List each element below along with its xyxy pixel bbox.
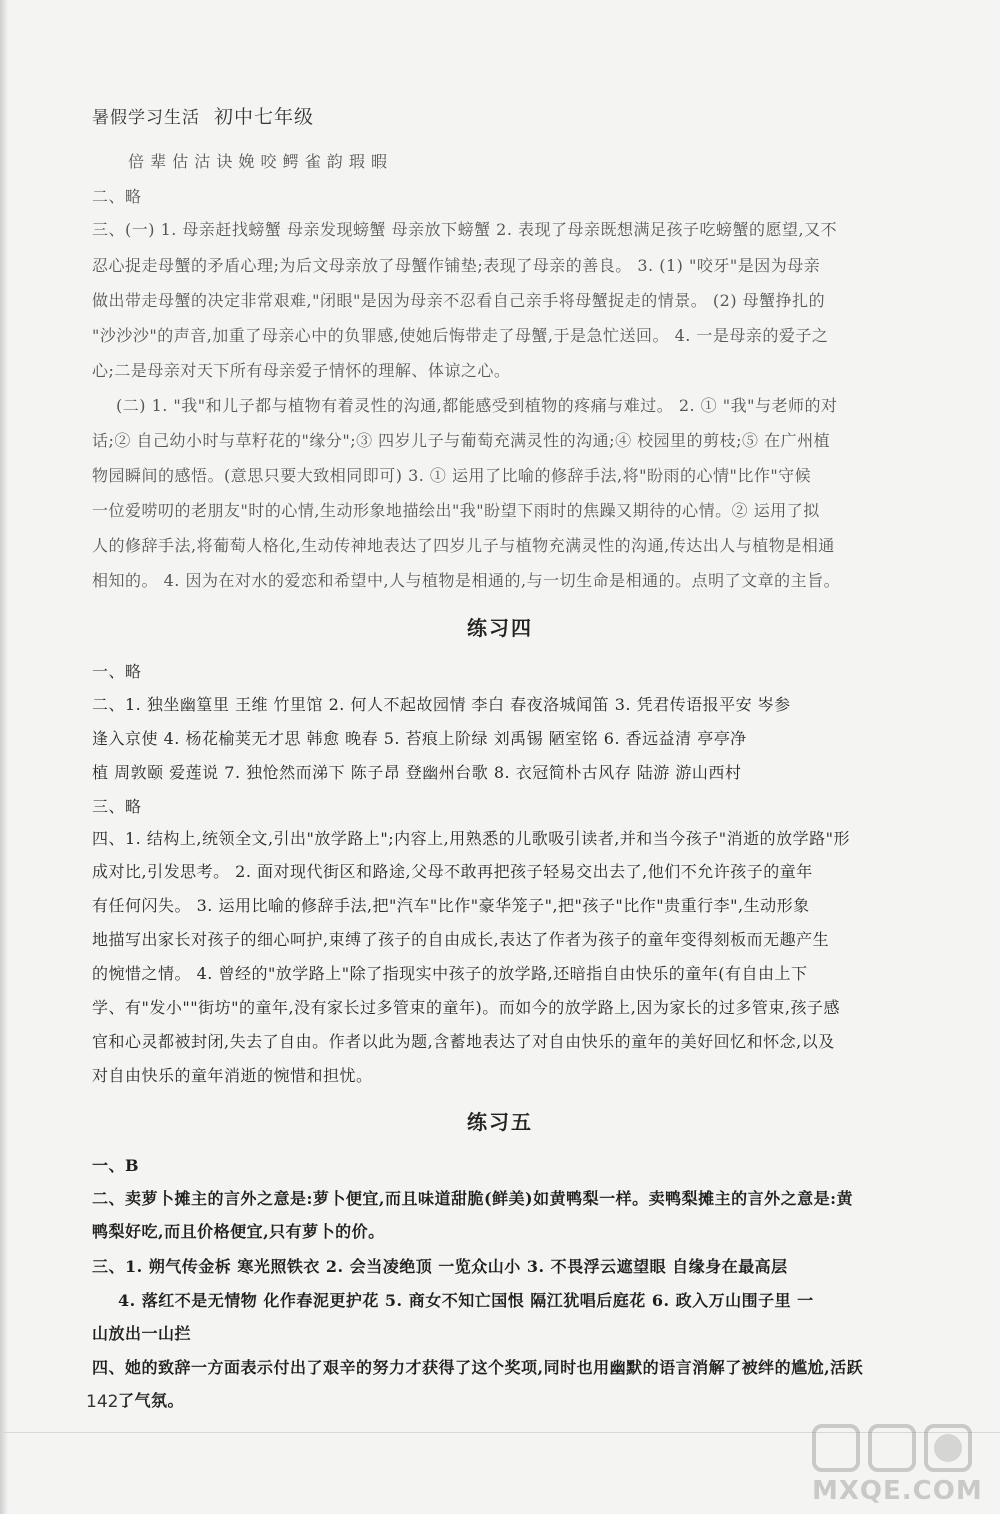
answer-line: 二、卖萝卜摊主的言外之意是:萝卜便宜,而且味道甜脆(鲜美)如黄鸭梨一样。卖鸭梨摊主的言外之意是:黄 [92,1189,854,1208]
book-title: 暑假学习生活 [92,108,200,128]
answer-line: 官和心灵都被封闭,失去了自由。作者以此为题,含蓄地表达了对自由快乐的童年的美好回忆和怀念,以及 [92,1032,835,1051]
vocab-line: 倍 辈 估 沽 诀 娩 咬 鳄 雀 韵 瑕 暇 [128,152,388,171]
answer-line: 三、略 [92,797,142,816]
answer-line: 人的修辞手法,将葡萄人格化,生动传神地表达了四岁儿子与植物充满灵性的沟通,传达出人与植物是相通 [92,536,835,555]
answer-line: 有任何闪失。 3. 运用比喻的修辞手法,把"汽车"比作"豪华笼子",把"孩子"比作"贵重行李",生动形象 [92,896,810,915]
answer-line: 对自由快乐的童年消逝的惋惜和担忧。 [92,1066,373,1085]
grade-label: 初中七年级 [214,106,315,128]
answer-line: 植 周敦颐 爱莲说 7. 独怆然而涕下 陈子昂 登幽州台歌 8. 衣冠简朴古风存 陆游 游山西村 [92,763,742,782]
answer-line: 鸭梨好吃,而且价格便宜,只有萝卜的价。 [92,1222,385,1241]
answer-line: 四、她的致辞一方面表示付出了艰辛的努力才获得了这个奖项,同时也用幽默的语言消解了被绊的尴尬,活跃 [92,1358,864,1377]
watermark-icon [806,1418,986,1478]
running-head [92,102,314,129]
answer-line: 山放出一山拦 [92,1324,192,1343]
answer-line: 相知的。 4. 因为在对水的爱恋和希望中,人与植物是相通的,与一切生命是相通的。点明了文章的主旨。 [92,571,841,590]
answer-line: "沙沙沙"的声音,加重了母亲心中的负罪感,使她后悔带走了母蟹,于是急忙送回。 4. 一是母亲的爱子之 [92,326,829,345]
answer-line: 4. 落红不是无情物 化作春泥更护花 5. 商女不知亡国恨 隔江犹唱后庭花 6. 政入万山围子里 一 [118,1291,814,1310]
answer-line: 一、B [92,1156,140,1175]
answer-line: (二) 1. "我"和儿子都与植物有着灵性的沟通,都能感受到植物的疼痛与难过。 2. ① "我"与老师的对 [116,396,838,415]
answer-line: 逢入京使 4. 杨花榆荚无才思 韩愈 晚春 5. 苔痕上阶绿 刘禹锡 陋室铭 6. 香远益清 亭亭净 [92,729,747,748]
section-title-exercise-4: 练习四 [467,616,533,640]
answer-line: 一、略 [92,662,142,681]
answer-line: 物园瞬间的感悟。(意思只要大致相同即可) 3. ① 运用了比喻的修辞手法,将"盼雨的心情"比作"守候 [92,466,812,485]
answer-line: 地描写出家长对孩子的细心呵护,束缚了孩子的自由成长,表达了作者为孩子的童年变得刻板而无趣产生 [92,930,830,949]
answer-line: 的惋惜之情。 4. 曾经的"放学路上"除了指现实中孩子的放学路,还暗指自由快乐的童年(有自由上下 [92,964,808,983]
section-title-exercise-5: 练习五 [467,1110,533,1134]
answer-line: 心;二是母亲对天下所有母亲爱子情怀的理解、体谅之心。 [92,361,511,380]
answer-line: 一位爱唠叨的老朋友"时的心情,生动形象地描绘出"我"盼望下雨时的焦躁又期待的心情。② 运用了拟 [92,501,820,520]
answer-line: 四、1. 结构上,统领全文,引出"放学路上";内容上,用熟悉的儿歌吸引读者,并和当今孩子"消逝的放学路"形 [92,829,851,848]
answer-line: 成对比,引发思考。 2. 面对现代街区和路途,父母不敢再把孩子轻易交出去了,他们不允许孩子的童年 [92,862,813,881]
scan-edge [0,0,8,1514]
watermark-logo [806,1418,986,1508]
answer-line: 学、有"发小""街坊"的童年,没有家长过多管束的童年)。而如今的放学路上,因为家长的过多管束,孩子感 [92,998,840,1017]
answer-line: 做出带走母蟹的决定非常艰难,"闭眼"是因为母亲不忍看自己亲手将母蟹捉走的情景。 (2) 母蟹挣扎的 [92,291,826,310]
answer-line: 三、(一) 1. 母亲赶找螃蟹 母亲发现螃蟹 母亲放下螃蟹 2. 表现了母亲既想满足孩子吃螃蟹的愿望,又不 [92,220,838,239]
answer-line: 二、1. 独坐幽篁里 王维 竹里馆 2. 何人不起故园情 李白 春夜洛城闻笛 3. 凭君传语报平安 岑参 [92,695,791,714]
page-number: 142 . [86,1392,130,1412]
answer-line: 二、略 [92,187,142,206]
answer-line: 三、1. 朔气传金柝 寒光照铁衣 2. 会当凌绝顶 一览众山小 3. 不畏浮云遮望眼 自缘身在最高层 [92,1257,788,1276]
answer-line: 话;② 自己幼小时与草籽花的"缘分";③ 四岁儿子与葡萄充满灵性的沟通;④ 校园里的剪枝;⑤ 在广州植 [92,431,831,450]
watermark-text: MXQE.COM [812,1476,983,1506]
answer-line: 了气氛。 [118,1391,185,1410]
answer-line: 忍心捉走母蟹的矛盾心理;为后文母亲放了母蟹作铺垫;表现了母亲的善良。 3. (1) "咬牙"是因为母亲 [92,256,821,275]
